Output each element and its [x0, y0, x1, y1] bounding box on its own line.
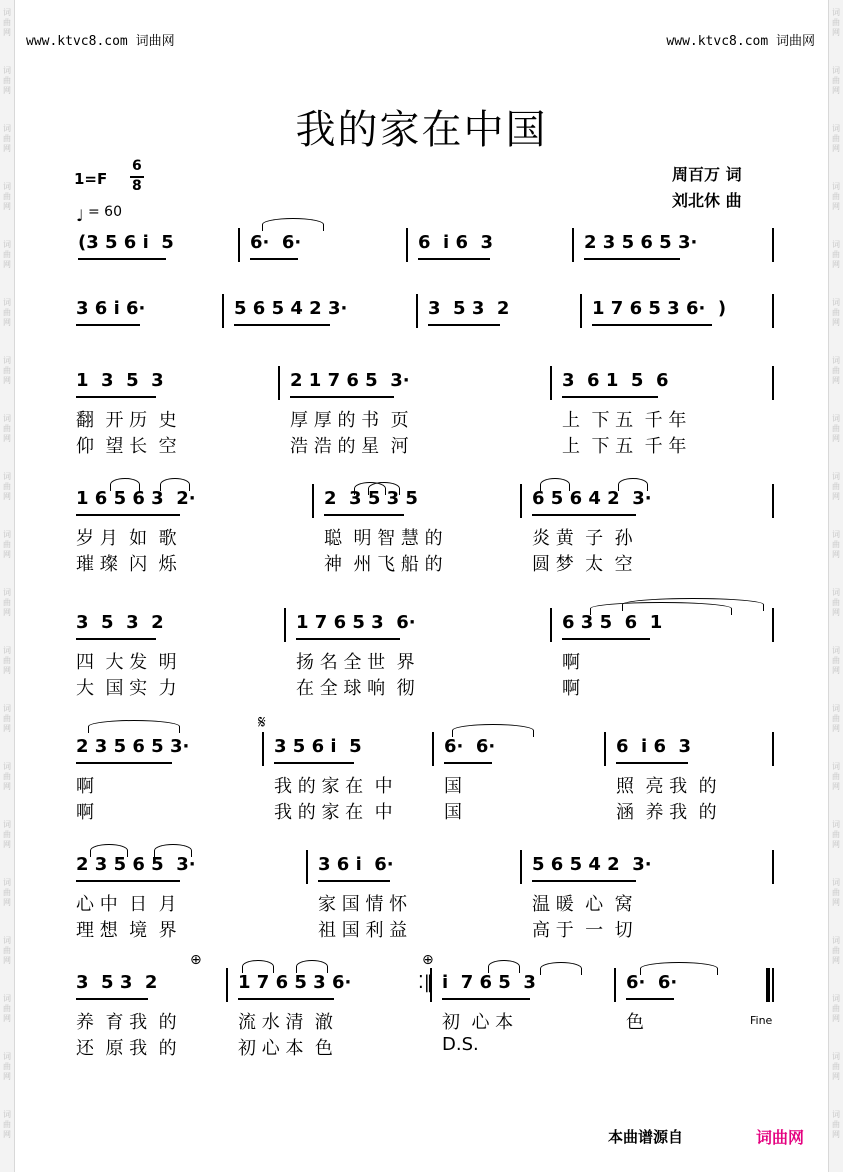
measure-notes: i 7 6 5 3 [442, 972, 536, 993]
measure-notes: 3 6 i 6· [318, 854, 394, 875]
side-watermark: 词 曲 网 [3, 356, 11, 385]
beam-line [250, 258, 298, 260]
bar-line [278, 366, 280, 400]
beam-line [78, 258, 166, 260]
bar-line [238, 228, 240, 262]
side-watermark: 词 曲 网 [3, 994, 11, 1023]
slur-arc [242, 960, 274, 973]
lyric-verse-2: 上 下 五 千 年 [562, 436, 687, 457]
measure-notes: 2 1 7 6 5 3· [290, 370, 410, 391]
side-watermark: 词 曲 网 [832, 298, 840, 327]
bar-line [520, 484, 522, 518]
lyric-verse-1: 色 [626, 1012, 644, 1033]
side-watermark: 词 曲 网 [832, 704, 840, 733]
side-watermark: 词 曲 网 [3, 414, 11, 443]
slur-arc [640, 962, 718, 975]
side-watermark: 词 曲 网 [3, 704, 11, 733]
bar-line [772, 228, 774, 262]
slur-arc [368, 482, 400, 495]
time-signature-top: 6 [132, 158, 142, 174]
bar-line [306, 850, 308, 884]
side-watermark: 词 曲 网 [3, 1110, 11, 1139]
lyric-verse-2: 高 于 一 切 [532, 920, 633, 941]
lyricist-credit: 周百万 词 [672, 165, 742, 184]
measure-notes: 1 3 5 3 [76, 370, 164, 391]
beam-line [76, 324, 140, 326]
side-watermark: 词 曲 网 [832, 414, 840, 443]
beam-line [442, 998, 530, 1000]
slur-arc [88, 720, 180, 733]
lyric-verse-2: 圆 梦 太 空 [532, 554, 633, 575]
key-signature: 1=F [74, 170, 108, 188]
measure-notes: 1 6 5 6 3 2· [76, 488, 196, 509]
side-watermark: 词 曲 网 [3, 646, 11, 675]
bar-line [284, 608, 286, 642]
side-watermark: 词 曲 网 [832, 878, 840, 907]
bar-line [772, 484, 774, 518]
final-bar-line [766, 968, 770, 1002]
slur-arc [110, 478, 140, 491]
lyric-verse-1: 上 下 五 千 年 [562, 410, 687, 431]
lyric-verse-2: 大 国 实 力 [76, 678, 177, 699]
lyric-verse-2: 国 [444, 802, 462, 823]
slur-arc [488, 960, 520, 973]
lyric-verse-1: 温 暖 心 窝 [532, 894, 633, 915]
beam-line [532, 514, 636, 516]
side-watermark: 词 曲 网 [832, 182, 840, 211]
side-watermark: 词 曲 网 [832, 936, 840, 965]
lyric-verse-2: D.S. [442, 1034, 479, 1055]
measure-notes: 6· 6· [626, 972, 678, 993]
song-title: 我的家在中国 [295, 107, 548, 153]
beam-line [418, 258, 490, 260]
bar-line [262, 732, 264, 766]
bar-line [416, 294, 418, 328]
side-watermark: 词 曲 网 [3, 240, 11, 269]
measure-notes: 6· 6· [250, 232, 302, 253]
bar-line [772, 608, 774, 642]
bar-line [222, 294, 224, 328]
slur-arc [540, 962, 582, 975]
lyric-verse-1: 初 心 本 [442, 1012, 514, 1033]
slur-arc [540, 478, 570, 491]
measure-notes: (3 5 6 i 5 [78, 232, 174, 253]
lyric-verse-1: 扬 名 全 世 界 [296, 652, 415, 673]
lyric-verse-2: 浩 浩 的 星 河 [290, 436, 409, 457]
bar-line [312, 484, 314, 518]
measure-notes: 2 3 5 6 5 3· [584, 232, 698, 253]
beam-line [76, 638, 156, 640]
side-watermark: 词 曲 网 [3, 820, 11, 849]
lyric-verse-1: 啊 [76, 776, 94, 797]
beam-line [592, 324, 712, 326]
side-watermark: 词 曲 网 [3, 182, 11, 211]
quarter-note-icon: ♩ [76, 206, 84, 225]
bar-line [432, 732, 434, 766]
coda-icon: ⊕ [190, 952, 202, 968]
lyric-verse-2: 璀 璨 闪 烁 [76, 554, 177, 575]
time-signature-bottom: 8 [132, 178, 142, 194]
slur-arc [154, 844, 192, 857]
site-url-right[interactable]: www.ktvc8.com 词曲网 [666, 34, 815, 49]
beam-line [296, 638, 400, 640]
lyric-verse-1: 照 亮 我 的 [616, 776, 717, 797]
side-watermark: 词 曲 网 [832, 1052, 840, 1081]
lyric-verse-1: 聪 明 智 慧 的 [324, 528, 443, 549]
beam-line [616, 762, 688, 764]
lyric-verse-1: 养 育 我 的 [76, 1012, 177, 1033]
bar-line [572, 228, 574, 262]
measure-notes: 3 5 3 2 [76, 612, 164, 633]
measure-notes: 6 5 6 4 2 3· [532, 488, 652, 509]
side-watermark: 词 曲 网 [832, 472, 840, 501]
slur-arc [296, 960, 328, 973]
slur-arc [618, 478, 648, 491]
beam-line [76, 396, 156, 398]
bar-line [772, 968, 774, 1002]
side-watermark: 词 曲 网 [3, 936, 11, 965]
bar-line [550, 366, 552, 400]
bar-line [772, 366, 774, 400]
lyric-verse-1: 炎 黄 子 孙 [532, 528, 633, 549]
lyric-verse-2: 在 全 球 响 彻 [296, 678, 415, 699]
bar-line [604, 732, 606, 766]
measure-notes: 3 5 6 i 5 [274, 736, 362, 757]
side-watermark: 词 曲 网 [832, 66, 840, 95]
measure-notes: 5 6 5 4 2 3· [234, 298, 348, 319]
bar-line [772, 732, 774, 766]
measure-notes: 5 6 5 4 2 3· [532, 854, 652, 875]
site-url-left[interactable]: www.ktvc8.com 词曲网 [26, 34, 175, 49]
lyric-verse-2: 还 原 我 的 [76, 1038, 177, 1059]
side-watermark: 词 曲 网 [3, 124, 11, 153]
side-watermark: 词 曲 网 [3, 762, 11, 791]
fine-marking: Fine [750, 1014, 773, 1027]
slur-arc [90, 844, 128, 857]
lyric-verse-1: 心 中 日 月 [76, 894, 177, 915]
lyric-verse-2: 仰 望 长 空 [76, 436, 177, 457]
beam-line [562, 638, 650, 640]
beam-line [444, 762, 492, 764]
lyric-verse-1: 家 国 情 怀 [318, 894, 408, 915]
lyric-verse-1: 啊 [562, 652, 580, 673]
bar-line [580, 294, 582, 328]
side-watermark: 词 曲 网 [3, 588, 11, 617]
bar-line [772, 294, 774, 328]
side-watermark: 词 曲 网 [3, 878, 11, 907]
lyric-verse-1: 翻 开 历 史 [76, 410, 177, 431]
side-watermark: 词 曲 网 [832, 530, 840, 559]
side-watermark: 词 曲 网 [832, 1110, 840, 1139]
bar-line [520, 850, 522, 884]
side-watermark: 词 曲 网 [832, 240, 840, 269]
measure-notes: 1 7 6 5 3 6· ) [592, 298, 727, 319]
measure-notes: 2 3 5 6 5 3· [76, 854, 196, 875]
beam-line [76, 514, 180, 516]
slur-arc [452, 724, 534, 737]
lyric-verse-2: 我 的 家 在 中 [274, 802, 393, 823]
slur-arc [262, 218, 324, 231]
beam-line [324, 514, 404, 516]
measure-notes: 6· 6· [444, 736, 496, 757]
side-watermark: 词 曲 网 [832, 820, 840, 849]
bar-line [226, 968, 228, 1002]
measure-notes: 1 7 6 5 3 6· [296, 612, 416, 633]
lyric-verse-1: 流 水 清 澈 [238, 1012, 333, 1033]
side-watermark: 词 曲 网 [832, 356, 840, 385]
lyric-verse-2: 祖 国 利 益 [318, 920, 408, 941]
measure-notes: 3 6 i 6· [76, 298, 146, 319]
lyric-verse-1: 国 [444, 776, 462, 797]
beam-line [428, 324, 500, 326]
side-watermark: 词 曲 网 [3, 1052, 11, 1081]
composer-credit: 刘北休 曲 [672, 191, 742, 210]
segno-icon: 𝄋 [258, 712, 266, 733]
beam-line [76, 880, 180, 882]
beam-line [290, 396, 394, 398]
lyric-verse-1: 我 的 家 在 中 [274, 776, 393, 797]
lyric-verse-1: 四 大 发 明 [76, 652, 177, 673]
bar-line [550, 608, 552, 642]
beam-line [76, 998, 148, 1000]
measure-notes: 2 3 5 3 5 [324, 488, 418, 509]
side-watermark: 词 曲 网 [3, 472, 11, 501]
beam-line [274, 762, 354, 764]
bar-line [772, 850, 774, 884]
beam-line [562, 396, 658, 398]
measure-notes: 6 3 5 6 1 [562, 612, 663, 633]
slur-arc [160, 478, 190, 491]
brand-link[interactable]: 词曲网 [756, 1128, 805, 1147]
coda-icon: ⊕ [422, 952, 434, 968]
side-watermark: 词 曲 网 [3, 530, 11, 559]
lyric-verse-1: 岁 月 如 歌 [76, 528, 177, 549]
source-label: 本曲谱源自 [608, 1128, 684, 1146]
beam-line [238, 998, 334, 1000]
side-watermark: 词 曲 网 [832, 762, 840, 791]
lyric-verse-2: 理 想 境 界 [76, 920, 177, 941]
side-watermark: 词 曲 网 [3, 298, 11, 327]
measure-notes: 1 7 6 5 3 6· [238, 972, 352, 993]
side-watermark: 词 曲 网 [832, 646, 840, 675]
lyric-verse-2: 啊 [76, 802, 94, 823]
bar-line [406, 228, 408, 262]
tempo-marking: = 60 [88, 204, 122, 220]
slur-arc [590, 602, 732, 615]
lyric-verse-2: 初 心 本 色 [238, 1038, 333, 1059]
measure-notes: 6 i 6 3 [616, 736, 692, 757]
lyric-verse-2: 啊 [562, 678, 580, 699]
side-watermark: 词 曲 网 [832, 994, 840, 1023]
side-watermark: 词 曲 网 [832, 8, 840, 37]
measure-notes: 3 5 3 2 [428, 298, 510, 319]
beam-line [234, 324, 330, 326]
beam-line [532, 880, 636, 882]
beam-line [318, 880, 390, 882]
measure-notes: 3 5 3 2 [76, 972, 158, 993]
side-watermark: 词 曲 网 [832, 124, 840, 153]
beam-line [584, 258, 680, 260]
repeat-sign-icon: ⁚‖ [418, 972, 433, 993]
side-watermark: 词 曲 网 [3, 8, 11, 37]
measure-notes: 3 6 1 5 6 [562, 370, 669, 391]
lyric-verse-1: 厚 厚 的 书 页 [290, 410, 409, 431]
lyric-verse-2: 神 州 飞 船 的 [324, 554, 443, 575]
measure-notes: 6 i 6 3 [418, 232, 494, 253]
side-watermark: 词 曲 网 [832, 588, 840, 617]
bar-line [614, 968, 616, 1002]
beam-line [626, 998, 674, 1000]
side-watermark: 词 曲 网 [3, 66, 11, 95]
lyric-verse-2: 涵 养 我 的 [616, 802, 717, 823]
beam-line [76, 762, 172, 764]
measure-notes: 2 3 5 6 5 3· [76, 736, 190, 757]
